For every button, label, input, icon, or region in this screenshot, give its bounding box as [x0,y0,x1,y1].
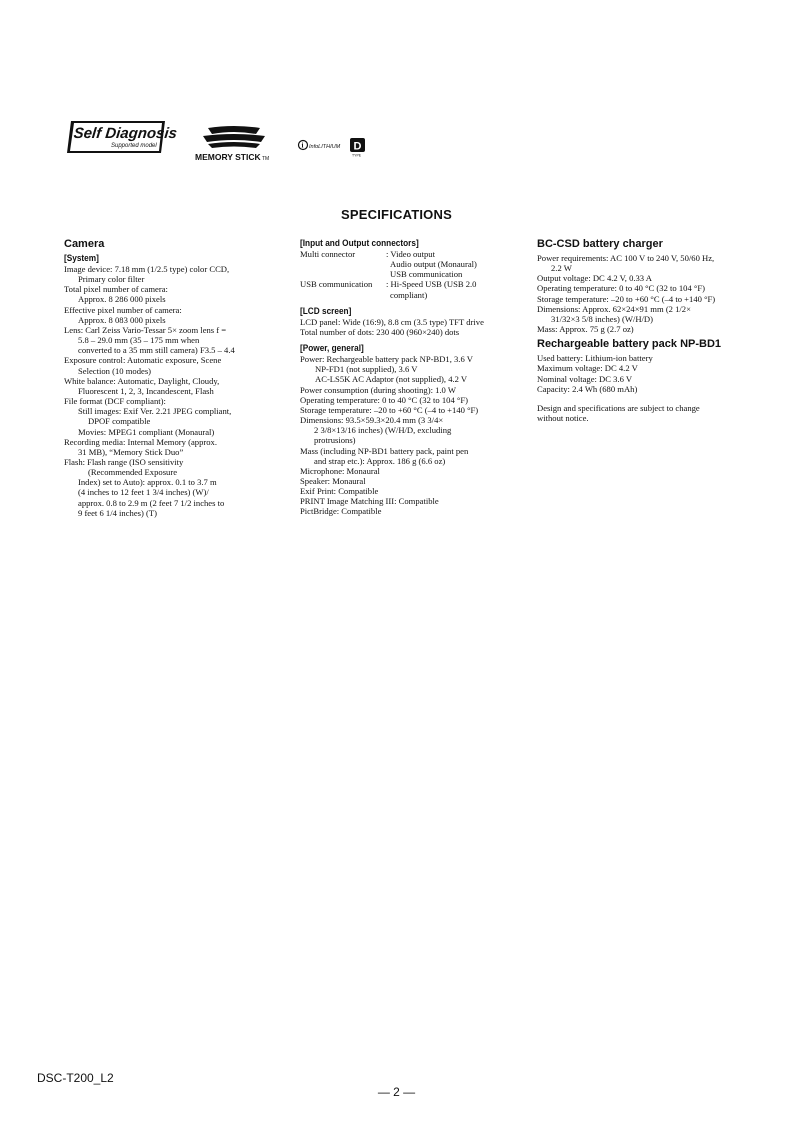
spec-line: Approx. 8 286 000 pixels [78,294,166,305]
spec-line: 5.8 – 29.0 mm (35 – 175 mm when [78,335,200,346]
accessories-column [537,238,752,423]
spec-line: 9 feet 6 1/4 inches) (T) [78,507,157,518]
spec-value: Audio output (Monaural) [390,259,477,270]
self-diagnosis-text: Self Diagnosis [72,125,178,142]
spec-line: approx. 0.8 to 2.9 m (2 feet 7 1/2 inches to [78,497,225,508]
spec-line: Total number of dots: 230 400 (960×240) dots [300,326,460,337]
spec-value: : Hi-Speed USB (USB 2.0 [386,279,477,290]
usb-label: USB communication [300,279,373,290]
series-d-badge: D [353,140,362,153]
spec-value: : Video output [386,249,435,259]
spec-line: Storage temperature: –20 to +60 °C (–4 to +140 °F) [300,404,479,415]
model-code: DSC-T200_L2 [37,1071,114,1085]
spec-line: Power requirements: AC 100 V to 240 V, 50/60 Hz, [537,253,715,263]
spec-line: (Recommended Exposure [88,467,178,478]
spec-line: 31 MB), “Memory Stick Duo” [78,446,184,457]
battery-heading: Rechargeable battery pack NP-BD1 [537,338,722,351]
spec-value: compliant) [390,289,428,300]
spec-line: PRINT Image Matching III: Compatible [300,496,439,507]
spec-line: Dimensions: Approx. 62×24×91 mm (2 1/2× [537,303,691,314]
spec-line: Mass (including NP-BD1 battery pack, paint pen [300,445,469,456]
spec-line: Operating temperature: 0 to 40 °C (32 to 104 °F) [537,283,705,294]
camera-heading: Camera [64,238,105,250]
spec-line: Exposure control: Automatic exposure, Scene [64,355,222,366]
spec-line: Speaker: Monaural [300,475,366,486]
spec-line: Dimensions: 93.5×59.3×20.4 mm (3 3/4× [300,415,444,426]
spec-line: Primary color filter [78,274,145,285]
spec-line: LCD panel: Wide (16:9), 8.8 cm (3.5 type) TFT drive [300,316,484,327]
info-i-icon: i [301,141,304,150]
spec-line: converted to a 35 mm still camera) F3.5 – 4.4 [78,345,235,356]
spec-line: Lens: Carl Zeiss Vario-Tessar 5× zoom lens f = [64,324,227,335]
spec-line: Storage temperature: –20 to +60 °C (–4 to +140 °F) [537,293,716,304]
spec-line: Operating temperature: 0 to 40 °C (32 to 104 °F) [300,394,468,405]
spec-line: DPOF compatible [88,416,151,427]
spec-line: Capacity: 2.4 Wh (680 mAh) [537,383,638,394]
spec-line: Image device: 7.18 mm (1/2.5 type) color CCD, [64,264,230,274]
spec-line: Selection (10 modes) [78,365,152,376]
spec-value: USB communication [390,269,463,280]
spec-line: Power consumption (during shooting): 1.0 W [300,384,456,395]
spec-line: and strap etc.): Approx. 186 g (6.6 oz) [314,455,446,466]
self-diagnosis-logo [67,121,178,153]
memory-stick-logo [194,124,274,164]
system-heading: [System] [64,253,99,264]
spec-line: Index) set to Auto): approx. 0.1 to 3.7 m [78,477,217,488]
notice-line: Design and specifications are subject to change [537,402,700,413]
notice-line: without notice. [537,413,589,424]
infolithium-logo [298,138,368,158]
page-number: — 2 — [377,1085,416,1099]
spec-line: Output voltage: DC 4.2 V, 0.33 A [537,273,652,284]
spec-line: 2.2 W [551,263,572,274]
spec-line: Effective pixel number of camera: [64,304,182,315]
page-title: SPECIFICATIONS [341,207,452,222]
io-heading: [Input and Output connectors] [300,238,419,249]
spec-line: Maximum voltage: DC 4.2 V [537,363,638,374]
supported-model-text: Supported model [111,143,157,149]
spec-line: protrusions) [314,435,356,446]
spec-line: Approx. 8 083 000 pixels [78,314,166,325]
camera-column-2 [300,238,515,517]
lcd-heading: [LCD screen] [300,305,352,317]
spec-line: Recording media: Internal Memory (approx. [64,436,217,447]
charger-heading: BC-CSD battery charger [537,238,663,250]
spec-line: 2 3/8×13/16 inches) (W/H/D, excluding [314,425,452,436]
spec-line: (4 inches to 12 feet 1 3/4 inches) (W)/ [78,487,209,498]
spec-line: Exif Print: Compatible [300,486,379,497]
spec-line: AC-LS5K AC Adaptor (not supplied), 4.2 V [315,374,468,385]
spec-line: Still images: Exif Ver. 2.21 JPEG compliant, [78,406,232,417]
infolithium-text: InfoLITHIUM [309,144,341,150]
spec-line: Movies: MPEG1 compliant (Monaural) [78,426,215,437]
multi-connector-label: Multi connector [300,249,356,259]
spec-line: NP-FD1 (not supplied), 3.6 V [315,364,418,375]
power-heading: [Power, general] [300,343,364,355]
spec-line: Power: Rechargeable battery pack NP-BD1, 3.6 V [300,354,473,365]
spec-line: Used battery: Lithium-ion battery [537,353,653,364]
usb-row [300,279,515,299]
spec-line: File format (DCF compliant): [64,396,166,407]
spec-line: 31/32×3 5/8 inches) (W/H/D) [551,313,653,324]
multi-connector-row [300,249,515,279]
series-type-text: TYPE [352,153,362,158]
memory-stick-text: MEMORY STICK [195,152,261,162]
spec-line: Nominal voltage: DC 3.6 V [537,373,633,384]
spec-line: PictBridge: Compatible [300,506,382,517]
spec-line: Fluorescent 1, 2, 3, Incandescent, Flash [78,385,214,396]
spec-line: Flash: Flash range (ISO sensitivity [64,456,184,467]
trademark-text: TM [262,156,270,162]
camera-column-1 [64,238,264,518]
spec-line: Total pixel number of camera: [64,284,168,295]
spec-line: Mass: Approx. 75 g (2.7 oz) [537,324,634,335]
spec-line: White balance: Automatic, Daylight, Cloudy, [64,375,220,386]
spec-line: Microphone: Monaural [300,465,380,476]
